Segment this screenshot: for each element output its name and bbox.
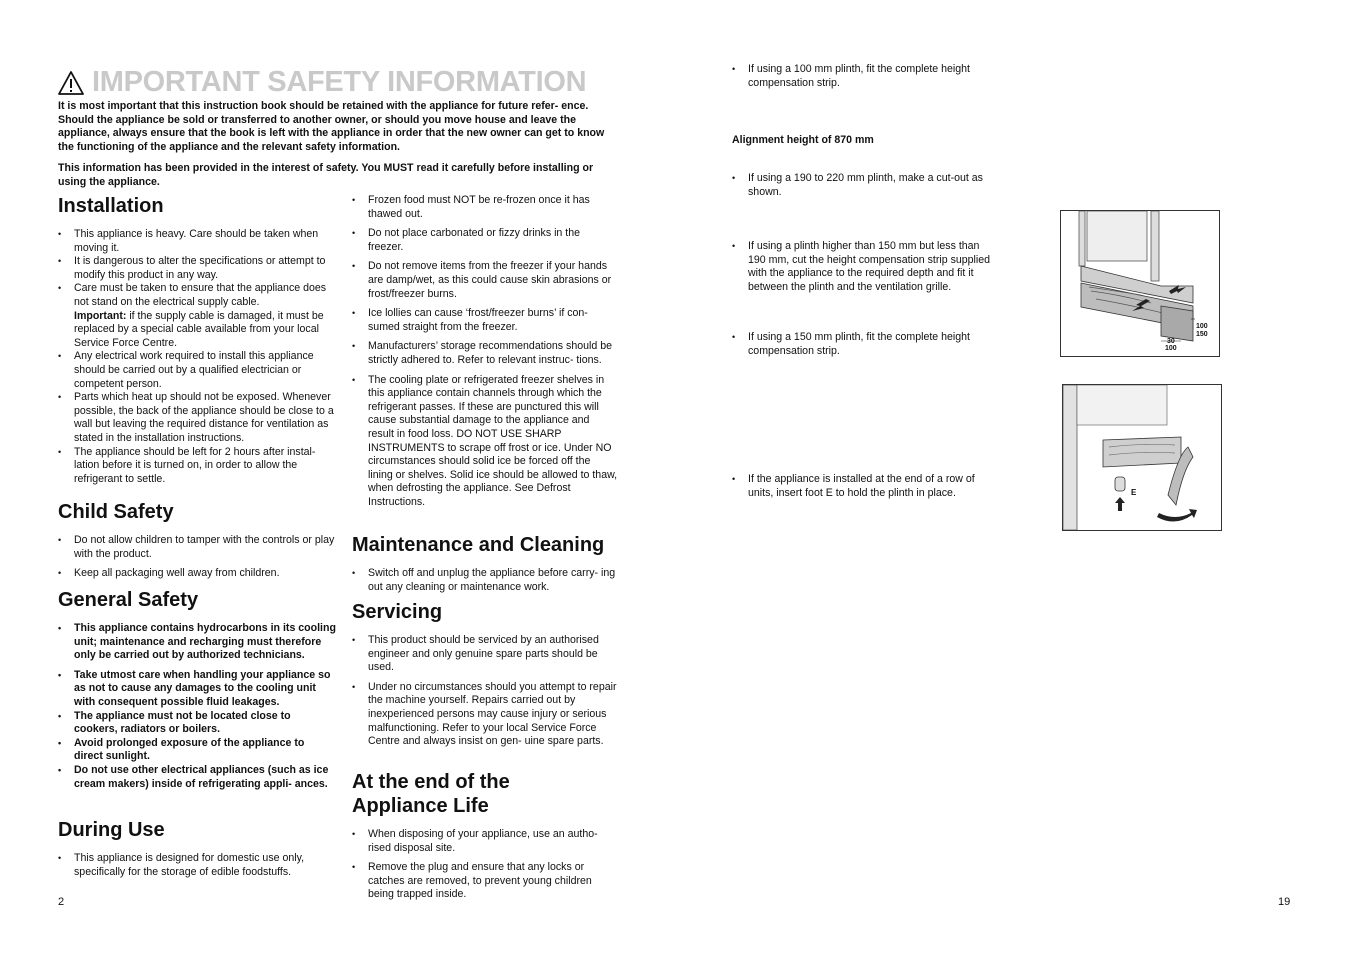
list-item: • Under no circumstances should you attempt to repair the machine yourself. Repairs carried out by inexperienced persons may cause injury or serious malfunctioning. Refer to your local Service Force Centre and always insist on gen- uine spare parts.: [352, 681, 618, 749]
foot-e-figure: [1062, 384, 1222, 531]
item-text: Care must be taken to ensure that the appliance does not stand on the electrical supply cable.: [74, 282, 327, 308]
figure-label: 30: [1167, 338, 1175, 345]
list-item: • Remove the plug and ensure that any locks or catches are removed, to prevent young children being trapped inside.: [352, 861, 618, 902]
installation-section: [58, 194, 336, 486]
list-item: • When disposing of your appliance, use an autho- rised disposal site.: [352, 828, 618, 855]
warning-triangle-icon: [58, 71, 84, 95]
list-item: • Do not allow children to tamper with the controls or play with the product.: [58, 534, 336, 561]
page-title: [58, 66, 586, 99]
list-item: • The appliance must not be located close to cookers, radiators or boilers.: [58, 710, 336, 737]
list-item: • Parts which heat up should not be exposed. Whenever possible, the back of the appliance should be close to a wall but leaving the required distance for ventilation as stated in the installation instructions.: [58, 391, 336, 445]
list-item: • Frozen food must NOT be re-frozen once it has thawed out.: [352, 194, 618, 221]
figure-label: 150: [1196, 331, 1208, 338]
list-item: • The appliance should be left for 2 hours after instal- lation before it is turned on, in order to allow the refrigerant to settle.: [58, 446, 336, 487]
general-safety-heading: General Safety: [58, 589, 199, 611]
during-use-continued: [352, 194, 618, 515]
end-of-life-heading: [352, 770, 618, 818]
figure-label: 100: [1196, 323, 1208, 330]
end-of-life-section: [352, 770, 618, 908]
child-safety-heading: Child Safety: [58, 501, 174, 523]
list-item: • Manufacturers’ storage recommendations should be strictly adhered to. Refer to relevant instruc- tions.: [352, 340, 618, 367]
list-item: • Do not use other electrical appliances (such as ice cream makers) inside of refrigerating appli- ances.: [58, 764, 336, 791]
intro-paragraph-2: This information has been provided in the interest of safety. You MUST read it carefully before installing or using the appliance.: [58, 162, 594, 188]
page-number-left: 2: [58, 896, 65, 908]
installation-heading: Installation: [58, 195, 164, 217]
list-item: • Take utmost care when handling your appliance so as not to cause any damages to the cooling unit with consequent possible fluid leakages.: [58, 669, 336, 710]
list-item: • Ice lollies can cause ‘frost/freezer burns’ if con- sumed straight from the freezer.: [352, 307, 618, 334]
list-item: • It is dangerous to alter the specifications or attempt to modify this product in any way.: [58, 255, 336, 282]
list-item: • This appliance is designed for domestic use only, specifically for the storage of edible foodstuffs.: [58, 852, 336, 879]
list-item: • This product should be serviced by an authorised engineer and only genuine spare parts should be used.: [352, 634, 618, 675]
heading-line: At the end of the: [352, 771, 510, 793]
servicing-section: [352, 600, 618, 755]
foot-e-label: E: [1131, 488, 1137, 497]
list-item-190mm: • If using a 190 to 220 mm plinth, make a cut-out as shown.: [732, 172, 998, 199]
during-use-heading: During Use: [58, 819, 165, 841]
intro-paragraph-1: It is most important that this instruction book should be retained with the appliance for future refer- ence. Should the appliance be sold or transferred to another owner, or should you move house and leave the appliance, always ensure that the book is left with the appliance in order that the new owner can get to know the functioning of the appliance and the relevant safety information.: [58, 100, 605, 153]
important-label: Important:: [74, 309, 127, 322]
list-item: • Do not place carbonated or fizzy drinks in the freezer.: [352, 227, 618, 254]
list-item: • Switch off and unplug the appliance before carry- ing out any cleaning or maintenance work.: [352, 567, 618, 594]
list-item: • Any electrical work required to install this appliance should be carried out by a qualified electrician or competent person.: [58, 350, 336, 391]
list-item: • Avoid prolonged exposure of the appliance to direct sunlight.: [58, 737, 336, 764]
title-text: IMPORTANT SAFETY INFORMATION: [92, 66, 587, 98]
figure-label: 100: [1165, 345, 1177, 352]
list-item-150mm: • If using a 150 mm plinth, fit the complete height compensation strip.: [732, 331, 998, 358]
list-item: • This appliance contains hydrocarbons in its cooling unit; maintenance and recharging must therefore only be carried out by authorized technicians.: [58, 622, 336, 663]
list-item: • Keep all packaging well away from children.: [58, 567, 336, 581]
plinth-figure: [1060, 210, 1220, 357]
foot-e-illustration: [1063, 385, 1221, 530]
list-item: [58, 282, 336, 350]
list-item: • The cooling plate or refrigerated freezer shelves in this appliance contain channels through which the refrigerant passes. If these are punctured this will cause substantial damage to the appliance and result in food loss. DO NOT USE SHARP INSTRUMENTS to scrape off frost or ice. Under NO circumstances should solid ice be forced off the lining or shelves. Solid ice should be allowed to thaw, when defrosting the appliance. See Defrost Instructions.: [352, 374, 618, 510]
important-text: if the supply cable is damaged, it must be replaced by a special cable available from your local Service Force Centre.: [74, 309, 324, 349]
list-item-100mm: • If using a 100 mm plinth, fit the complete height compensation strip.: [732, 63, 998, 90]
list-item-end-row: • If the appliance is installed at the end of a row of units, insert foot E to hold the plinth in place.: [732, 473, 998, 500]
heading-line: Appliance Life: [352, 795, 489, 817]
page-number-right: 19: [1278, 896, 1291, 908]
list-item: • Do not remove items from the freezer if your hands are damp/wet, as this could cause skin abrasions or frost/freezer burns.: [352, 260, 618, 301]
maintenance-section: [352, 533, 618, 594]
maintenance-heading: Maintenance and Cleaning: [352, 534, 605, 556]
alignment-heading: Alignment height of 870 mm: [732, 134, 874, 146]
list-item-150-190mm: • If using a plinth higher than 150 mm but less than 190 mm, cut the height compensation strip supplied with the appliance to the required depth and fit it between the plinth and the ventilation grille.: [732, 240, 998, 294]
child-safety-section: [58, 500, 336, 587]
list-item: • This appliance is heavy. Care should be taken when moving it.: [58, 228, 336, 255]
during-use-section: [58, 818, 336, 879]
servicing-heading: Servicing: [352, 601, 443, 623]
general-safety-section: [58, 588, 336, 791]
